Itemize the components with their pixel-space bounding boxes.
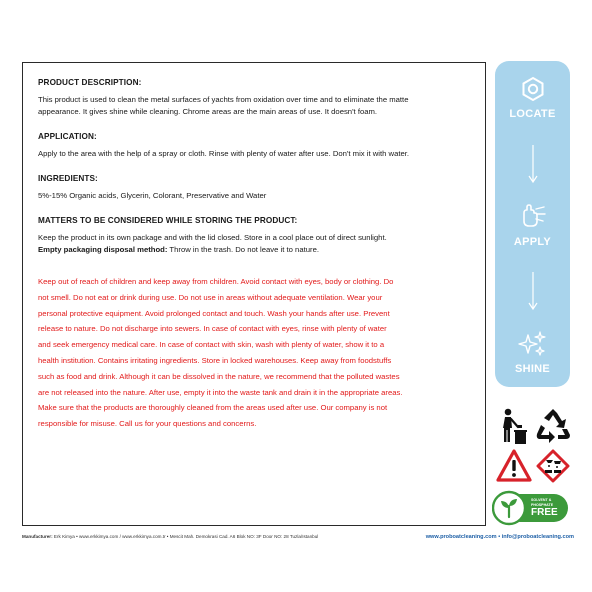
application-line: Apply to the area with the help of a spray or cloth. Rinse with plenty of water after use. Don't mix it with water. <box>38 149 410 158</box>
badge-line-3: FREE <box>531 507 558 518</box>
label-content <box>38 77 475 432</box>
product-description-line: appearance. It gives shine while cleaning. Chrome areas are the main areas of use. It doesn't foam. <box>38 107 378 116</box>
ingredients-line: 5%-15% Organic acids, Glycerin, Colorant, Preservative and Water <box>38 191 267 200</box>
disposal-line <box>38 244 475 256</box>
leaf-icon <box>498 497 520 519</box>
disposal-label: Empty packaging disposal method: <box>38 245 168 254</box>
storage-heading: MATTERS TO BE CONSIDERED WHILE STORING THE PRODUCT: <box>38 216 298 225</box>
arrow-down-icon <box>527 271 539 311</box>
badge-line-2: PHOSPHATE <box>531 502 554 507</box>
warning-text <box>38 274 475 432</box>
locate-icon <box>520 76 546 102</box>
ingredients-heading: INGREDIENTS: <box>38 174 98 183</box>
product-description-section <box>38 77 475 118</box>
warning-line: are not released into the nature. After use, empty it into the waste tank and drain it in the appropriate areas. <box>38 387 403 397</box>
trash-disposal-icon <box>498 408 528 446</box>
storage-line: Keep the product in its own package and with the lid closed. Store in a cool place out of direct sunlight. <box>38 233 387 242</box>
step-apply-label: APPLY <box>513 236 552 248</box>
arrow-down-icon <box>527 144 539 184</box>
sparkle-icon <box>518 329 548 359</box>
application-heading: APPLICATION: <box>38 132 97 141</box>
warning-line: personal protective equipment. Avoid prolonged contact and touch. Wash your hands after use. Prevent <box>38 308 390 318</box>
step-shine-label: SHINE <box>514 363 551 375</box>
footer <box>22 531 574 543</box>
warning-line: and seek emergency medical care. In case of contact with skin, wash with plenty of water, show it to a <box>38 340 385 350</box>
application-section <box>38 131 475 160</box>
manufacturer-info <box>22 531 318 543</box>
step-locate-label: LOCATE <box>509 108 556 120</box>
corrosion-icon <box>536 449 570 483</box>
warning-line: such as food and drink. Although it can be dissolved in the nature, we recommend that the polluted wastes <box>38 371 400 381</box>
manufacturer-label: Manufacturer: <box>22 534 53 539</box>
recycle-icon <box>535 407 571 443</box>
warning-line: responsible for misuse. Call us for your questions and concerns. <box>38 419 257 429</box>
badge-text <box>531 498 569 518</box>
product-label-box <box>22 62 486 526</box>
safety-symbols <box>495 403 575 533</box>
usage-steps-panel <box>495 61 570 387</box>
warning-line: Keep out of reach of children and keep away from children. Avoid contact with eyes, body or clothing. Do <box>38 277 394 286</box>
storage-section <box>38 215 475 256</box>
product-description-line: This product is used to clean the metal surfaces of yachts from oxidation over time and to eliminate the matte <box>38 95 409 104</box>
product-description-heading: PRODUCT DESCRIPTION: <box>38 78 142 87</box>
warning-icon <box>496 449 532 483</box>
ingredients-section <box>38 173 475 202</box>
warning-line: health institution. Contains irritating ingredients. Store in locked warehouses. Keep away from foodstuffs <box>38 355 392 365</box>
wipe-hand-icon <box>518 201 548 231</box>
warning-line: not smell. Do not eat or drink during use. Do not use in areas without adequate ventilation. Wear your <box>38 292 383 302</box>
badge-line-1: SOLVENT & <box>531 498 552 502</box>
warning-line: Make sure that the products are thoroughly cleaned from the areas used after use. Our company is not <box>38 403 388 413</box>
contact-info[interactable]: www.proboatcleaning.com • info@proboatcleaning.com <box>425 534 574 540</box>
warning-line: release to nature. Do not discharge into sewers. In case of contact with eyes, rinse with plenty of water <box>38 324 387 334</box>
manufacturer-details: Erk Kimya • www.erkkimya.com / www.erkkimya.com.tr • Mescit Mah. Demokrasi Cad. A6 Blok NO: 3F Door NO: 28 Tuzla/Istanbul <box>52 534 319 539</box>
disposal-text: Throw in the trash. Do not leave it to nature. <box>167 245 319 254</box>
